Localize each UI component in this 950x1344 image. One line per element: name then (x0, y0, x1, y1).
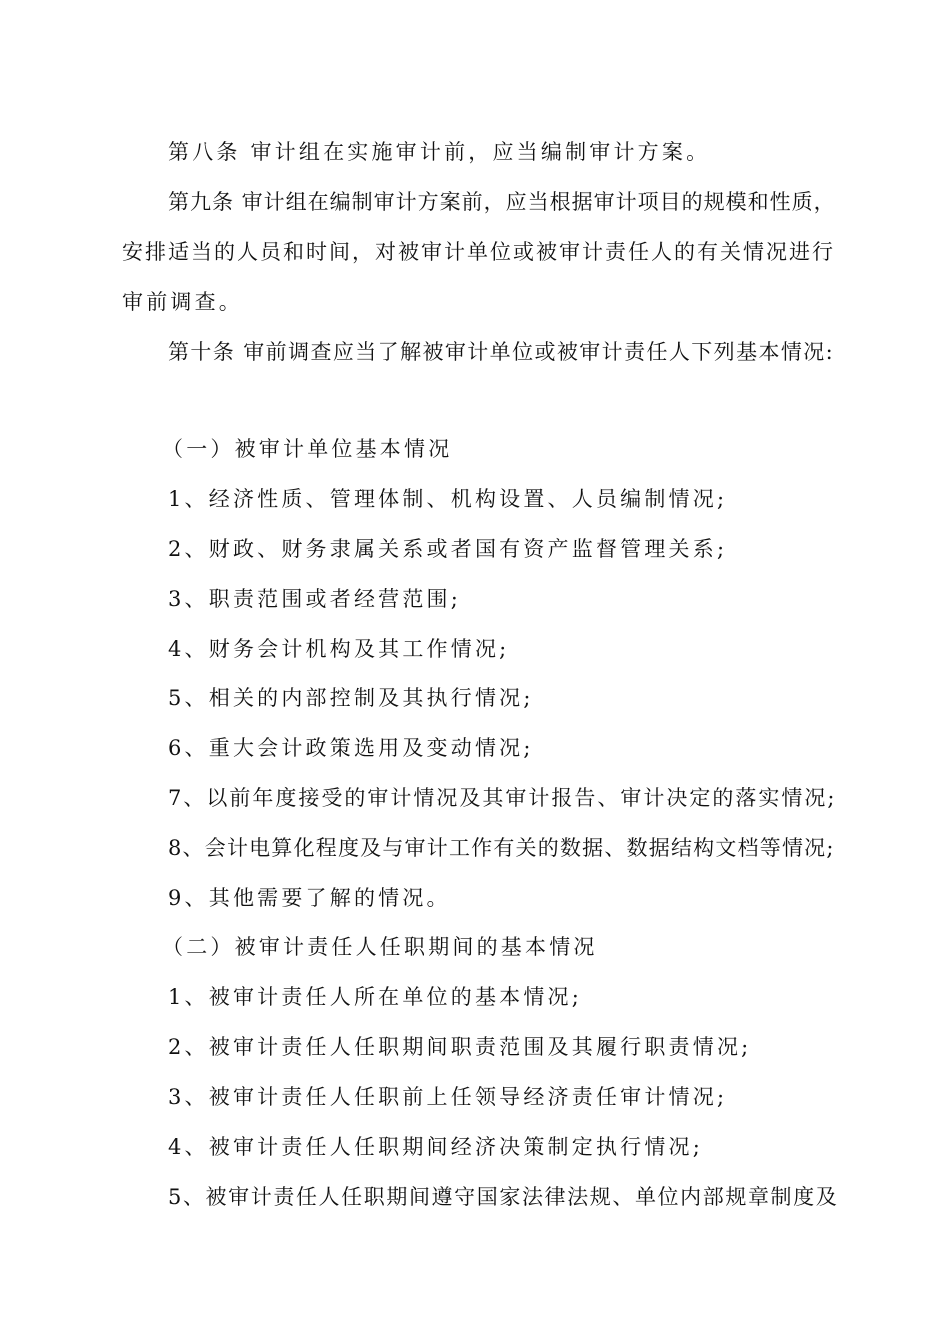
section-2-item: 4、被审计责任人任职期间经济决策制定执行情况; (168, 1135, 704, 1159)
section-1-item: 6、重大会计政策选用及变动情况; (168, 736, 534, 760)
article-8: 第八条 审计组在实施审计前，应当编制审计方案。 (168, 140, 711, 164)
article-9-line-3: 审前调查。 (122, 290, 243, 314)
section-2-heading: （二）被审计责任人任职期间的基本情况 (162, 935, 598, 959)
article-9-line-2: 安排适当的人员和时间，对被审计单位或被审计责任人的有关情况进行 (122, 240, 835, 264)
article-9-line-1: 第九条 审计组在编制审计方案前，应当根据审计项目的规模和性质， (168, 190, 836, 214)
section-1-item: 8、会计电算化程度及与审计工作有关的数据、数据结构文档等情况; (168, 836, 835, 860)
section-1-item: 2、财政、财务隶属关系或者国有资产监督管理关系; (168, 537, 728, 561)
section-1-heading: （一）被审计单位基本情况 (162, 437, 453, 461)
article-10: 第十条 审前调查应当了解被审计单位或被审计责任人下列基本情况: (168, 340, 835, 364)
section-1-item: 5、相关的内部控制及其执行情况; (168, 686, 534, 710)
section-1-item: 4、财务会计机构及其工作情况; (168, 637, 510, 661)
section-2-item: 5、被审计责任人任职期间遵守国家法律法规、单位内部规章制度及 (168, 1185, 839, 1209)
section-1-item: 1、经济性质、管理体制、机构设置、人员编制情况; (168, 487, 728, 511)
section-1-item: 9、其他需要了解的情况。 (168, 886, 451, 910)
section-1-item: 3、职责范围或者经营范围; (168, 587, 462, 611)
section-2-item: 3、被审计责任人任职前上任领导经济责任审计情况; (168, 1085, 728, 1109)
section-2-item: 1、被审计责任人所在单位的基本情况; (168, 985, 583, 1009)
section-1-item: 7、以前年度接受的审计情况及其审计报告、审计决定的落实情况; (168, 786, 837, 810)
section-2-item: 2、被审计责任人任职期间职责范围及其履行职责情况; (168, 1035, 752, 1059)
